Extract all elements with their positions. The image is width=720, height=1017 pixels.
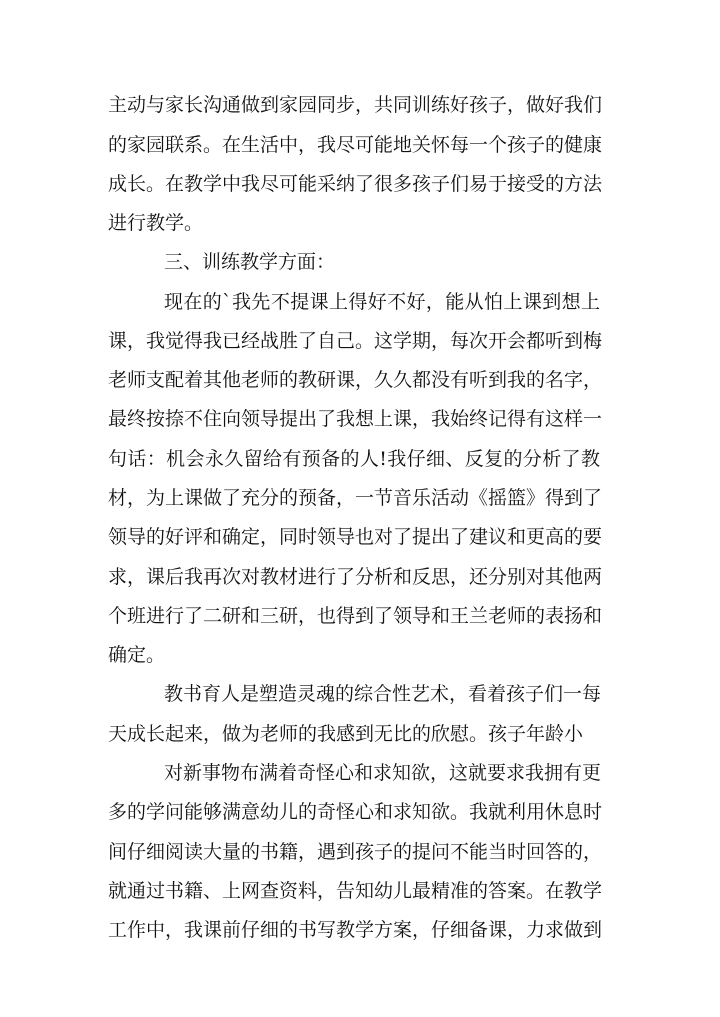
text-line-9: 最终按捺不住向领导提出了我想上课，我始终记得有这样一 — [108, 408, 603, 430]
text-line-13: 求，课后我再次对教材进行了分析和反思，还分别对其他两 — [108, 566, 603, 588]
text-line-20: 间仔细阅读大量的书籍，遇到孩子的提问不能当时回答的， — [108, 841, 603, 863]
text-line-4: 进行教学。 — [108, 212, 204, 234]
text-line-21: 就通过书籍、上网查资料，告知幼儿最精准的答案。在教学 — [108, 880, 603, 902]
text-line-10: 句话：机会永久留给有预备的人!我仔细、反复的分析了教 — [108, 448, 600, 470]
text-line-7: 课，我觉得我已经战胜了自己。这学期，每次开会都听到梅 — [108, 330, 603, 352]
text-line-15: 确定。 — [108, 644, 166, 666]
section-heading: 三、训练教学方面： — [164, 251, 336, 273]
text-line-2: 的家园联系。在生活中，我尽可能地关怀每一个孩子的健康 — [108, 134, 603, 156]
text-line-3: 成长。在教学中我尽可能采纳了很多孩子们易于接受的方法 — [108, 173, 603, 195]
text-line-11: 材，为上课做了充分的预备，一节音乐活动《摇篮》得到了 — [108, 487, 603, 509]
text-line-6: 现在的`我先不提课上得好不好，能从怕上课到想上 — [164, 291, 600, 313]
text-line-18: 对新事物布满着奇怪心和求知欲，这就要求我拥有更 — [164, 762, 602, 784]
text-line-19: 多的学问能够满意幼儿的奇怪心和求知欲。我就利用休息时 — [108, 801, 603, 823]
text-line-17: 天成长起来，做为老师的我感到无比的欣慰。孩子年龄小 — [108, 723, 584, 745]
text-line-14: 个班进行了二研和三研，也得到了领导和王兰老师的表扬和 — [108, 605, 603, 627]
text-line-1: 主动与家长沟通做到家园同步，共同训练好孩子，做好我们 — [108, 94, 603, 116]
text-line-16: 教书育人是塑造灵魂的综合性艺术，看着孩子们一每 — [164, 683, 602, 705]
text-line-22: 工作中，我课前仔细的书写教学方案，仔细备课，力求做到 — [108, 919, 603, 941]
text-line-8: 老师支配着其他老师的教研课，久久都没有听到我的名字， — [108, 369, 603, 391]
text-line-12: 领导的好评和确定，同时领导也对了提出了建议和更高的要 — [108, 526, 603, 548]
